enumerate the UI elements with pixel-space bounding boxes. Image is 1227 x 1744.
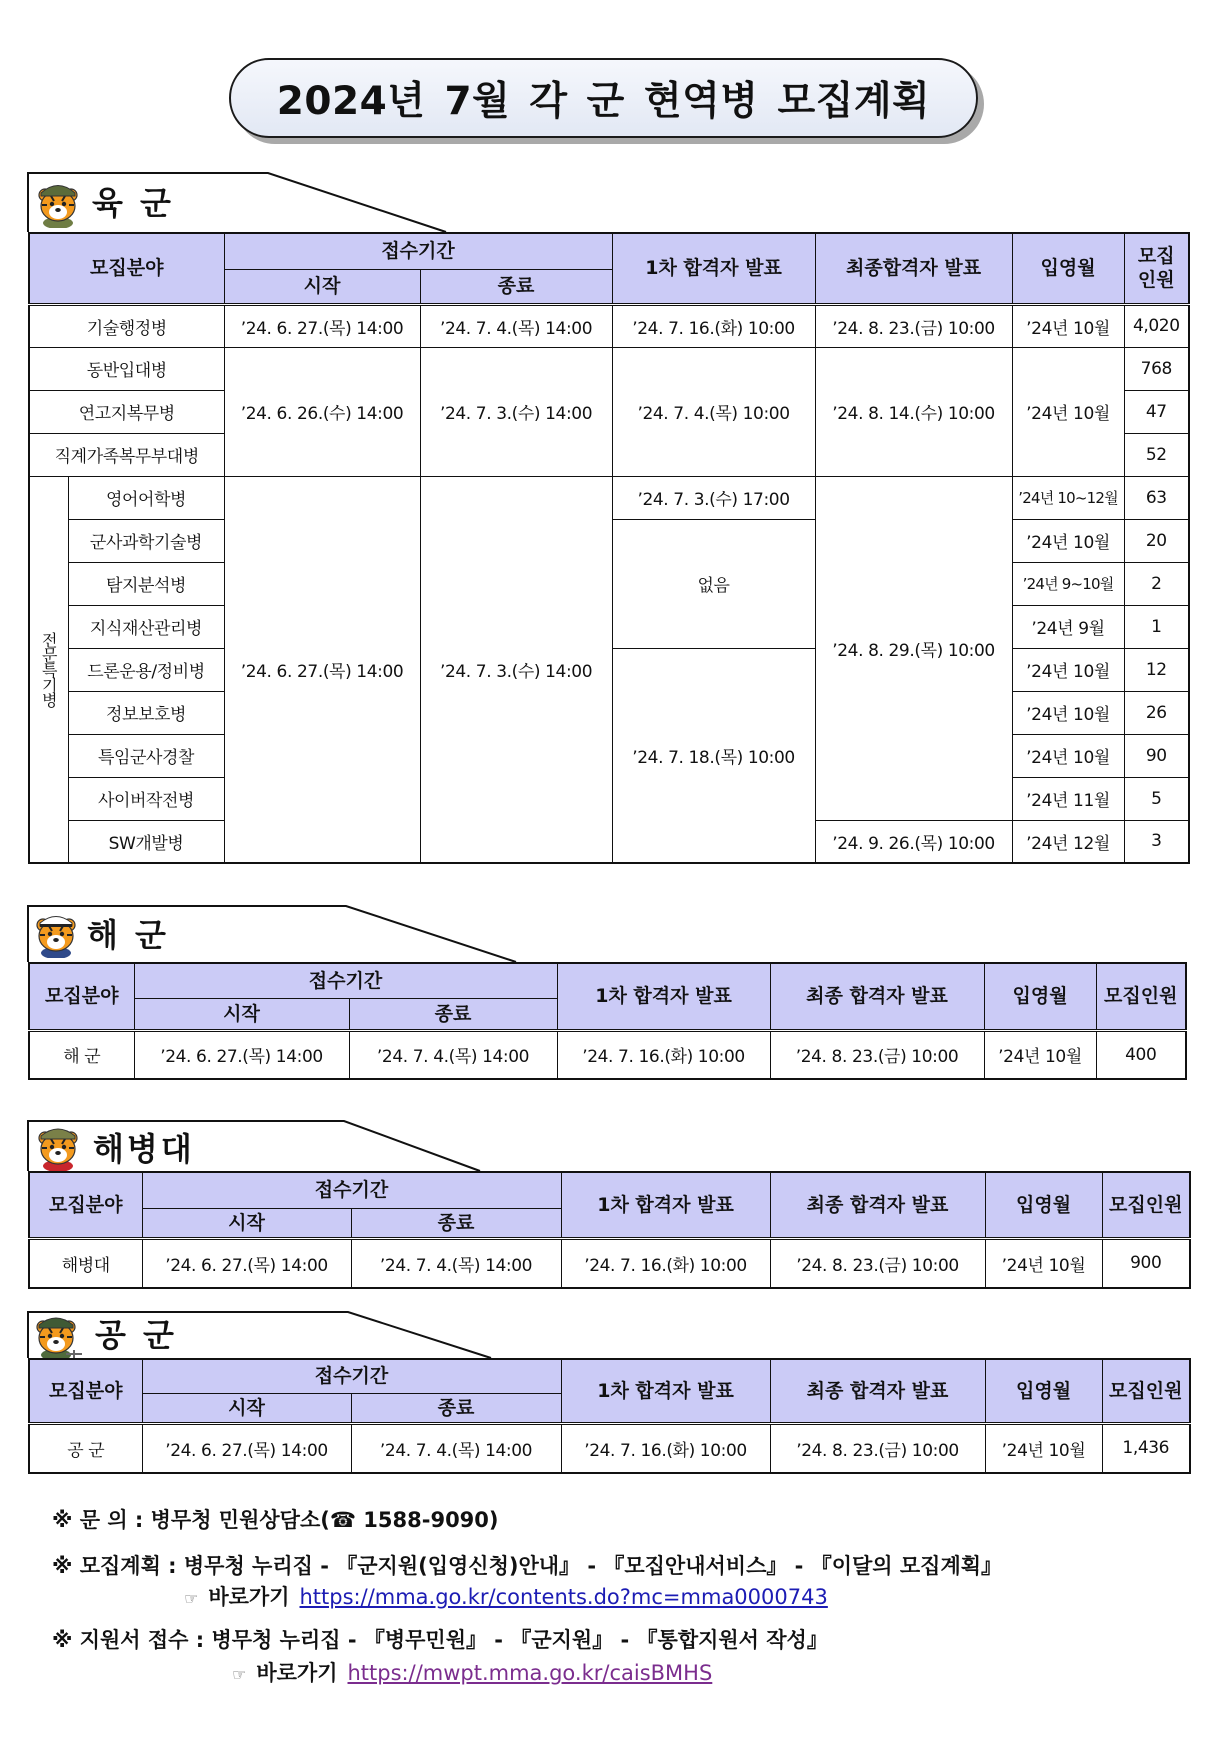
- header-recruit-count: 모집인원: [1102, 1359, 1190, 1423]
- header-enlistment-month: 입영월: [985, 1359, 1102, 1423]
- pointing-hand-icon: ☞: [232, 1665, 247, 1684]
- field-name: 해병대: [29, 1238, 142, 1288]
- field-name: 탐지분석병: [68, 562, 224, 605]
- enlistment-month: ’24년 10월: [985, 1423, 1102, 1473]
- header-application-period: 접수기간: [142, 1172, 561, 1208]
- final-announcement: ’24. 8. 23.(금) 10:00: [770, 1030, 984, 1079]
- first-announcement: ’24. 7. 16.(화) 10:00: [612, 304, 815, 347]
- field-name: 동반입대병: [29, 347, 224, 390]
- enlistment-month: ’24년 10월: [1012, 519, 1124, 562]
- final-announcement: ’24. 8. 14.(수) 10:00: [815, 347, 1012, 476]
- final-announcement: ’24. 8. 23.(금) 10:00: [815, 304, 1012, 347]
- recruit-count: 5: [1124, 777, 1189, 820]
- enlistment-month: ’24년 10월: [1012, 648, 1124, 691]
- recruit-count: 4,020: [1124, 304, 1189, 347]
- field-name: SW개발병: [68, 820, 224, 863]
- header-end: 종료: [349, 998, 557, 1030]
- header-application-period: 접수기간: [224, 233, 612, 269]
- specialty-group-label: [29, 476, 68, 863]
- airforce-recruitment-table: [28, 1358, 1191, 1474]
- marines-section-label: 해병대: [93, 1130, 195, 1168]
- header-enlistment-month: 입영월: [984, 963, 1096, 1030]
- enlistment-month: ’24년 10월: [985, 1238, 1102, 1288]
- enlistment-month: ’24년 9월: [1012, 605, 1124, 648]
- table-row: [29, 1238, 1190, 1288]
- recruit-count: 900: [1102, 1238, 1190, 1288]
- application-start: ’24. 6. 26.(수) 14:00: [224, 347, 420, 476]
- application-end: ’24. 7. 4.(목) 14:00: [351, 1238, 561, 1288]
- field-name: 공 군: [29, 1423, 142, 1473]
- first-announcement: ’24. 7. 16.(화) 10:00: [561, 1423, 770, 1473]
- enlistment-month: ’24년 11월: [1012, 777, 1124, 820]
- recruit-count: 26: [1124, 691, 1189, 734]
- recruit-count: 90: [1124, 734, 1189, 777]
- field-name: 드론운용/정비병: [68, 648, 224, 691]
- recruit-count: 52: [1124, 433, 1189, 476]
- header-application-period: 접수기간: [142, 1359, 561, 1393]
- header-final-announcement: 최종 합격자 발표: [770, 963, 984, 1030]
- header-start: 시작: [134, 998, 349, 1030]
- application-shortcut: [232, 1659, 712, 1689]
- header-final-announcement: 최종합격자 발표: [815, 233, 1012, 304]
- field-name: 군사과학기술병: [68, 519, 224, 562]
- first-announcement: ’24. 7. 16.(화) 10:00: [557, 1030, 770, 1079]
- recruit-count: 20: [1124, 519, 1189, 562]
- army-section-label: 육 군: [92, 184, 174, 222]
- header-recruit-count: 모집인원: [1096, 963, 1186, 1030]
- shortcut-label: 바로가기: [208, 1585, 290, 1609]
- application-start: ’24. 6. 27.(목) 14:00: [134, 1030, 349, 1079]
- first-announcement: ’24. 7. 18.(목) 10:00: [612, 648, 815, 863]
- header-first-announcement: 1차 합격자 발표: [561, 1359, 770, 1423]
- marines-recruitment-table: [28, 1171, 1191, 1289]
- table-row: [29, 304, 1189, 347]
- application-end: ’24. 7. 4.(목) 14:00: [349, 1030, 557, 1079]
- application-start: ’24. 6. 27.(목) 14:00: [142, 1423, 351, 1473]
- application-end: ’24. 7. 3.(수) 14:00: [420, 347, 612, 476]
- header-application-period: 접수기간: [134, 963, 557, 998]
- table-header-row: [29, 1172, 1190, 1208]
- table-header-row: [29, 233, 1189, 269]
- recruit-count: 2: [1124, 562, 1189, 605]
- airforce-tiger-mascot-icon: [28, 1310, 84, 1360]
- field-name: 특임군사경찰: [68, 734, 224, 777]
- header-first-announcement: 1차 합격자 발표: [612, 233, 815, 304]
- header-recruit-count: 모집인원: [1102, 1172, 1190, 1238]
- header-field: 모집분야: [29, 233, 224, 304]
- header-final-announcement: 최종 합격자 발표: [770, 1359, 985, 1423]
- first-announcement: ’24. 7. 16.(화) 10:00: [561, 1238, 770, 1288]
- recruit-count: 1: [1124, 605, 1189, 648]
- enlistment-month: ’24년 10~12월: [1012, 476, 1124, 519]
- table-header-row: [29, 1359, 1190, 1393]
- recruit-count: 400: [1096, 1030, 1186, 1079]
- final-announcement: ’24. 8. 29.(목) 10:00: [815, 476, 1012, 820]
- page-title: 2024년 7월 각 군 현역병 모집계획: [276, 79, 931, 124]
- table-row: [29, 347, 1189, 390]
- header-start: 시작: [142, 1393, 351, 1423]
- navy-section-label: 해 군: [87, 916, 169, 954]
- recruit-count: 1,436: [1102, 1423, 1190, 1473]
- application-start: ’24. 6. 27.(목) 14:00: [142, 1238, 351, 1288]
- enlistment-month: ’24년 10월: [1012, 734, 1124, 777]
- recruit-count: 63: [1124, 476, 1189, 519]
- first-announcement: ’24. 7. 4.(목) 10:00: [612, 347, 815, 476]
- table-row: [29, 1030, 1186, 1079]
- header-first-announcement: 1차 합격자 발표: [561, 1172, 770, 1238]
- enlistment-month: ’24년 10월: [1012, 304, 1124, 347]
- table-row: [29, 1423, 1190, 1473]
- recruit-count: 47: [1124, 390, 1189, 433]
- recruit-count: 768: [1124, 347, 1189, 390]
- first-announcement: 없음: [612, 519, 815, 648]
- application-end: ’24. 7. 4.(목) 14:00: [420, 304, 612, 347]
- final-announcement: ’24. 8. 23.(금) 10:00: [770, 1423, 985, 1473]
- field-name: 해 군: [29, 1030, 134, 1079]
- header-final-announcement: 최종 합격자 발표: [770, 1172, 985, 1238]
- header-field: 모집분야: [29, 1172, 142, 1238]
- shortcut-label: 바로가기: [256, 1661, 338, 1685]
- recruit-count: 3: [1124, 820, 1189, 863]
- application-end: ’24. 7. 4.(목) 14:00: [351, 1423, 561, 1473]
- final-announcement: ’24. 9. 26.(목) 10:00: [815, 820, 1012, 863]
- table-header-row: [29, 963, 1186, 998]
- first-announcement: ’24. 7. 3.(수) 17:00: [612, 476, 815, 519]
- application-start: ’24. 6. 27.(목) 14:00: [224, 304, 420, 347]
- inquiry-note: ※ 문 의 : 병무청 민원상담소(☎ 1588-9090): [52, 1508, 499, 1532]
- navy-tiger-mascot-icon: [28, 908, 84, 958]
- field-name: 직계가족복무부대병: [29, 433, 224, 476]
- enlistment-month: ’24년 10월: [1012, 691, 1124, 734]
- marines-tiger-mascot-icon: [30, 1121, 86, 1171]
- table-row: [29, 476, 1189, 519]
- header-recruit-count-line2: 인원: [1137, 269, 1175, 292]
- army-recruitment-table: [28, 232, 1190, 864]
- recruitment-plan-link[interactable]: https://mma.go.kr/contents.do?mc=mma0000743: [299, 1585, 828, 1609]
- specialty-group-label-text: 전문특기병: [39, 631, 59, 707]
- application-start: ’24. 6. 27.(목) 14:00: [224, 476, 420, 863]
- field-name: 사이버작전병: [68, 777, 224, 820]
- application-end: ’24. 7. 3.(수) 14:00: [420, 476, 612, 863]
- recruitment-plan-note: ※ 모집계획 : 병무청 누리집 - 『군지원(입영신청)안내』 - 『모집안내서비스』 - 『이달의 모집계획』: [52, 1554, 1003, 1578]
- recruit-count: 12: [1124, 648, 1189, 691]
- header-recruit-count-line1: 모집: [1137, 245, 1175, 268]
- header-end: 종료: [351, 1393, 561, 1423]
- enlistment-month: ’24년 12월: [1012, 820, 1124, 863]
- army-section-tab-outline: [28, 173, 446, 232]
- enlistment-month: ’24년 9~10월: [1012, 562, 1124, 605]
- airforce-section-label: 공 군: [95, 1316, 177, 1354]
- final-announcement: ’24. 8. 23.(금) 10:00: [770, 1238, 985, 1288]
- header-first-announcement: 1차 합격자 발표: [557, 963, 770, 1030]
- field-name: 기술행정병: [29, 304, 224, 347]
- header-end: 종료: [351, 1208, 561, 1238]
- header-field: 모집분야: [29, 1359, 142, 1423]
- header-enlistment-month: 입영월: [1012, 233, 1124, 304]
- army-tiger-mascot-icon: [30, 178, 86, 228]
- header-enlistment-month: 입영월: [985, 1172, 1102, 1238]
- application-link[interactable]: https://mwpt.mma.go.kr/caisBMHS: [347, 1661, 713, 1685]
- header-field: 모집분야: [29, 963, 134, 1030]
- pointing-hand-icon: ☞: [184, 1589, 199, 1608]
- field-name: 정보보호병: [68, 691, 224, 734]
- header-end: 종료: [420, 269, 612, 304]
- field-name: 영어어학병: [68, 476, 224, 519]
- header-start: 시작: [142, 1208, 351, 1238]
- header-start: 시작: [224, 269, 420, 304]
- enlistment-month: ’24년 10월: [1012, 347, 1124, 476]
- title-banner: [229, 58, 978, 138]
- navy-recruitment-table: [28, 962, 1187, 1080]
- enlistment-month: ’24년 10월: [984, 1030, 1096, 1079]
- field-name: 연고지복무병: [29, 390, 224, 433]
- recruitment-plan-shortcut: [184, 1583, 828, 1613]
- application-note: ※ 지원서 접수 : 병무청 누리집 - 『병무민원』 - 『군지원』 - 『통합지원서 작성』: [52, 1628, 828, 1652]
- field-name: 지식재산관리병: [68, 605, 224, 648]
- header-recruit-count: [1124, 233, 1189, 304]
